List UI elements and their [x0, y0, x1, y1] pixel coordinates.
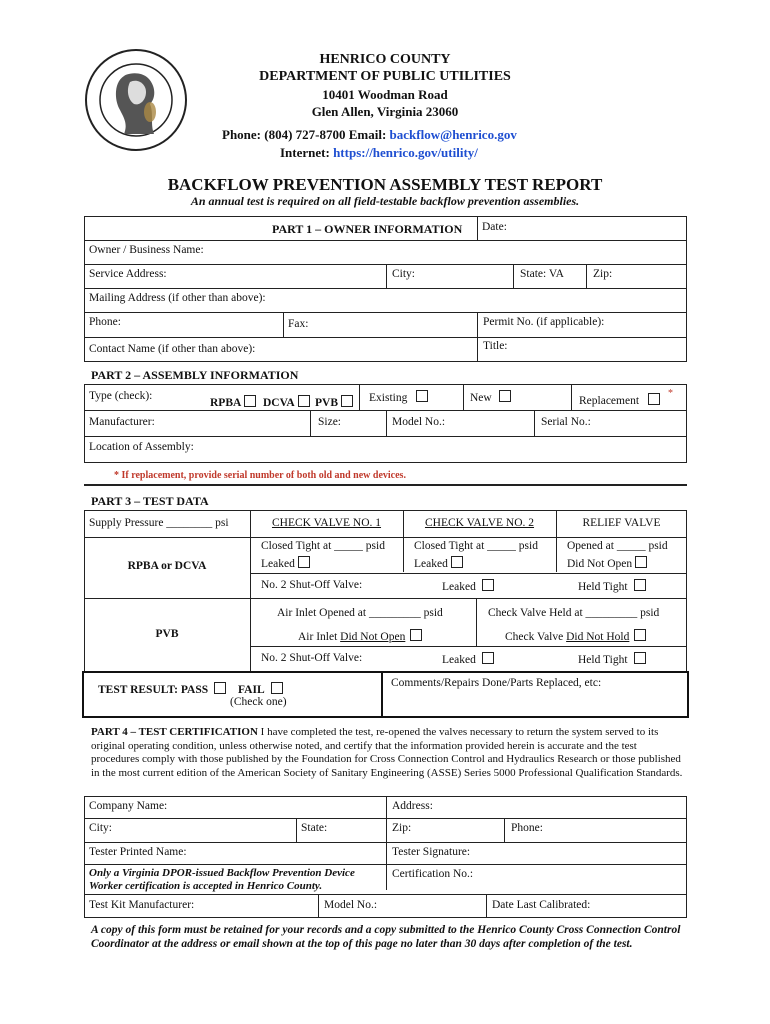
air-inlet-prefix: Air Inlet — [298, 631, 341, 643]
fail-label: FAIL — [238, 684, 265, 696]
test-kit-model-field[interactable]: Model No.: — [324, 899, 378, 911]
replacement-note: * If replacement, provide serial number of both old and new devices. — [114, 470, 406, 481]
test-result-label: TEST RESULT: PASS — [98, 684, 209, 696]
check-valve-2-header: CHECK VALVE NO. 2 — [424, 517, 535, 529]
county-seal — [84, 48, 188, 152]
shutoff-held-tight-label: Held Tight — [578, 581, 628, 593]
org-name: HENRICO COUNTY — [319, 52, 451, 67]
pvb-shutoff-held-tight-label: Held Tight — [578, 654, 628, 666]
dcva-checkbox[interactable] — [298, 395, 310, 407]
dcva-option[interactable] — [263, 395, 310, 409]
shutoff-label: No. 2 Shut-Off Valve: — [261, 579, 363, 591]
new-option[interactable] — [470, 390, 511, 404]
rpba-label: RPBA — [210, 397, 242, 409]
cv2-leaked-option[interactable] — [414, 556, 463, 570]
pvb-shutoff-leaked-label: Leaked — [442, 654, 476, 666]
existing-option[interactable] — [369, 390, 428, 404]
check-valve-1-header: CHECK VALVE NO. 1 — [271, 517, 382, 529]
service-address-field[interactable]: Service Address: — [89, 268, 167, 280]
pvb-shutoff-leaked-option[interactable] — [442, 652, 494, 666]
part4-certification — [91, 726, 685, 780]
manufacturer-field[interactable]: Manufacturer: — [89, 416, 155, 428]
email-link[interactable]: backflow@henrico.gov — [389, 127, 517, 142]
rpba-checkbox[interactable] — [244, 395, 256, 407]
pass-checkbox[interactable] — [214, 682, 226, 694]
dcva-label: DCVA — [263, 397, 295, 409]
test-result-pass-option[interactable] — [98, 682, 226, 696]
test-kit-manufacturer-field[interactable]: Test Kit Manufacturer: — [89, 899, 195, 911]
relief-valve-header: RELIEF VALVE — [582, 517, 661, 529]
size-field[interactable]: Size: — [318, 416, 341, 428]
shutoff-leaked-checkbox[interactable] — [482, 579, 494, 591]
fax-field[interactable]: Fax: — [288, 318, 309, 330]
pvb-shutoff-leaked-checkbox[interactable] — [482, 652, 494, 664]
serial-field[interactable]: Serial No.: — [541, 416, 591, 428]
city-field[interactable]: City: — [392, 268, 416, 280]
zip-field[interactable]: Zip: — [593, 268, 613, 280]
contact-name-field[interactable]: Contact Name (if other than above): — [89, 343, 256, 355]
mailing-address-field[interactable]: Mailing Address (if other than above): — [89, 292, 266, 304]
tester-name-field[interactable]: Tester Printed Name: — [89, 846, 187, 858]
company-zip-field[interactable]: Zip: — [392, 822, 412, 834]
date-last-calibrated-field[interactable]: Date Last Calibrated: — [492, 899, 591, 911]
shutoff-held-tight-checkbox[interactable] — [634, 579, 646, 591]
air-inlet-opened-field[interactable]: Air Inlet Opened at _________ psid — [277, 607, 443, 619]
replacement-asterisk: * — [668, 388, 673, 399]
state-field[interactable]: State: VA — [520, 268, 564, 280]
internet-line — [280, 145, 478, 161]
replacement-label: Replacement — [579, 395, 640, 407]
part3-heading: PART 3 – TEST DATA — [91, 494, 209, 508]
replacement-option[interactable] — [579, 393, 660, 407]
dpor-note: Only a Virginia DPOR-issued Backflow Prevention Device Worker certification is accepted in Henrico County. — [89, 867, 355, 892]
fail-checkbox[interactable] — [271, 682, 283, 694]
company-city-field[interactable]: City: — [89, 822, 113, 834]
relief-did-not-open-checkbox[interactable] — [635, 556, 647, 568]
tester-signature-field[interactable]: Tester Signature: — [392, 846, 471, 858]
address-line-2: Glen Allen, Virginia 23060 — [311, 104, 459, 119]
pvb-option[interactable] — [315, 395, 353, 409]
check-valve-prefix: Check Valve — [505, 631, 567, 643]
company-address-field[interactable]: Address: — [392, 800, 433, 812]
relief-did-not-open-option[interactable] — [567, 556, 647, 570]
address-line-1: 10401 Woodman Road — [322, 87, 448, 102]
part4-heading: PART 4 – TEST CERTIFICATION — [91, 726, 258, 738]
type-label: Type (check): — [89, 390, 153, 402]
replacement-checkbox[interactable] — [648, 393, 660, 405]
shutoff-leaked-label: Leaked — [442, 581, 476, 593]
air-inlet-dno-option[interactable] — [298, 629, 422, 643]
cv1-leaked-label: Leaked — [261, 558, 295, 570]
contact-line — [222, 127, 517, 143]
internet-label: Internet: — [280, 145, 334, 160]
existing-label: Existing — [369, 392, 408, 404]
new-checkbox[interactable] — [499, 390, 511, 402]
shutoff-held-tight-option[interactable] — [578, 579, 646, 593]
date-field[interactable]: Date: — [482, 221, 507, 233]
footer-instructions: A copy of this form must be retained for your records and a copy submitted to the Henrico County Cross Connection Control Coordinator at the address or email shown at the top of this page no later than 30 days after completion of the test. — [91, 924, 681, 950]
certification-statement: I have completed the test, re-opened the valves necessary to return the system served to its original operating condition, unless otherwise noted, and certify that the information provided herein is accurate and the test procedures comply with those published by the Foundation for Cross Connection Control and Hydraulics Research or those published in the most current edition of the American Society of Sanitary Engineering (ASSE) Series 5000 Professional Qualification Standards. — [91, 726, 683, 779]
check-valve-dnh-option[interactable] — [505, 629, 646, 643]
title-field[interactable]: Title: — [483, 340, 508, 352]
company-name-field[interactable]: Company Name: — [89, 800, 168, 812]
check-valve-held-field[interactable]: Check Valve Held at _________ psid — [488, 607, 660, 619]
cv2-leaked-label: Leaked — [414, 558, 448, 570]
check-valve-dnh-label: Did Not Hold — [566, 631, 630, 643]
pvb-checkbox[interactable] — [341, 395, 353, 407]
phone-field[interactable]: Phone: — [89, 316, 121, 328]
phone-label: Phone: (804) 727-8700 Email: — [222, 127, 390, 142]
pvb-shutoff-held-tight-checkbox[interactable] — [634, 652, 646, 664]
rpba-option[interactable] — [210, 395, 256, 409]
check-one-note: (Check one) — [230, 696, 287, 708]
form-subtitle: An annual test is required on all field-testable backflow prevention assemblies. — [190, 194, 580, 208]
pvb-shutoff-label: No. 2 Shut-Off Valve: — [261, 652, 363, 664]
rpba-dcva-label: RPBA or DCVA — [127, 560, 207, 572]
form-title: BACKFLOW PREVENTION ASSEMBLY TEST REPORT — [167, 175, 603, 194]
part1-box — [84, 216, 687, 362]
cv1-leaked-checkbox[interactable] — [298, 556, 310, 568]
pvb-label: PVB — [315, 397, 338, 409]
relief-did-not-open-label: Did Not Open — [567, 558, 633, 570]
owner-name-field[interactable]: Owner / Business Name: — [89, 244, 204, 256]
test-result-fail-option[interactable] — [238, 682, 283, 696]
company-phone-field[interactable]: Phone: — [511, 822, 543, 834]
certification-number-field[interactable]: Certification No.: — [392, 868, 474, 880]
pvb-label: PVB — [155, 628, 179, 640]
part2-heading: PART 2 – ASSEMBLY INFORMATION — [91, 368, 299, 382]
air-inlet-dno-label: Did Not Open — [340, 631, 406, 643]
company-state-field[interactable]: State: — [301, 822, 328, 834]
location-field[interactable]: Location of Assembly: — [89, 441, 194, 453]
check-valve-dnh-checkbox[interactable] — [634, 629, 646, 641]
pvb-shutoff-held-tight-option[interactable] — [578, 652, 646, 666]
existing-checkbox[interactable] — [416, 390, 428, 402]
cv1-closed-tight-field[interactable]: Closed Tight at _____ psid — [261, 540, 385, 552]
air-inlet-dno-checkbox[interactable] — [410, 629, 422, 641]
internet-link[interactable]: https://henrico.gov/utility/ — [333, 145, 478, 160]
shutoff-leaked-option[interactable] — [442, 579, 494, 593]
supply-pressure-field[interactable]: Supply Pressure ________ psi — [89, 517, 229, 529]
permit-field[interactable]: Permit No. (if applicable): — [483, 316, 605, 328]
part1-heading: PART 1 – OWNER INFORMATION — [272, 222, 463, 236]
cv1-leaked-option[interactable] — [261, 556, 310, 570]
relief-opened-field[interactable]: Opened at _____ psid — [567, 540, 668, 552]
comments-field[interactable]: Comments/Repairs Done/Parts Replaced, etc: — [391, 677, 602, 689]
department-name: DEPARTMENT OF PUBLIC UTILITIES — [259, 69, 511, 84]
cv2-closed-tight-field[interactable]: Closed Tight at _____ psid — [414, 540, 538, 552]
cv2-leaked-checkbox[interactable] — [451, 556, 463, 568]
model-field[interactable]: Model No.: — [392, 416, 446, 428]
new-label: New — [470, 392, 492, 404]
